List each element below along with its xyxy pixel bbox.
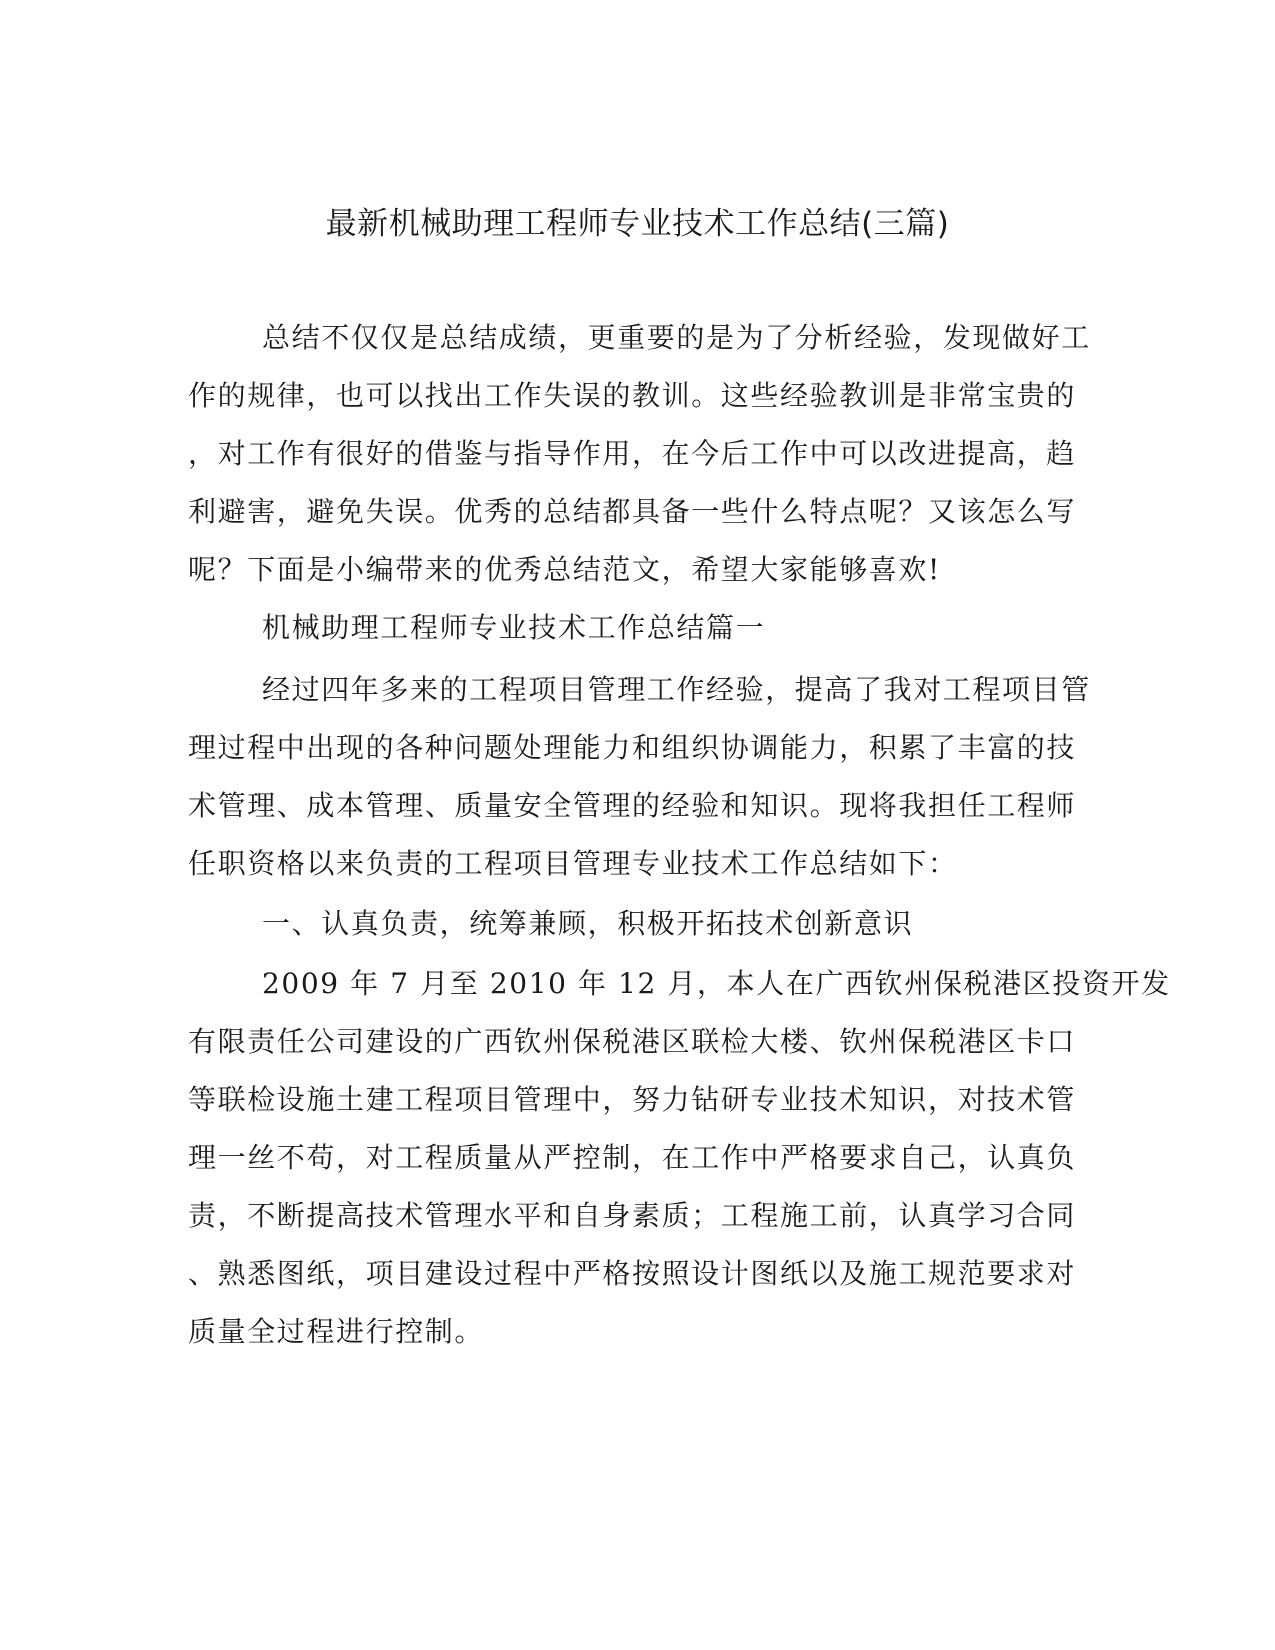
paragraph-line: 总结不仅仅是总结成绩，更重要的是为了分析经验，发现做好工 (262, 321, 1091, 354)
paragraph-line: 经过四年多来的工程项目管理工作经验，提高了我对工程项目管 (262, 673, 1091, 706)
paragraph-line: 2009 年 7 月至 2010 年 12 月，本人在广西钦州保税港区投资开发 (262, 967, 1171, 1000)
section-heading: 一、认真负责，统筹兼顾，积极开拓技术创新意识 (262, 907, 914, 940)
paragraph-line: 等联检设施土建工程项目管理中，努力钻研专业技术知识，对技术管 (188, 1083, 1077, 1116)
paragraph-line: 术管理、成本管理、质量安全管理的经验和知识。现将我担任工程师 (188, 789, 1077, 822)
paragraph-line: 作的规律，也可以找出工作失误的教训。这些经验教训是非常宝贵的 (188, 379, 1077, 412)
paragraph-line: ，对工作有很好的借鉴与指导作用，在今后工作中可以改进提高，趋 (188, 437, 1077, 470)
paragraph-line: 责，不断提高技术管理水平和自身素质；工程施工前，认真学习合同 (188, 1199, 1077, 1232)
paragraph-line: 、熟悉图纸，项目建设过程中严格按照设计图纸以及施工规范要求对 (188, 1257, 1077, 1290)
section-heading: 机械助理工程师专业技术工作总结篇一 (262, 611, 766, 644)
document-title: 最新机械助理工程师专业技术工作总结(三篇) (325, 206, 950, 242)
paragraph-line: 利避害，避免失误。优秀的总结都具备一些什么特点呢？又该怎么写 (188, 495, 1077, 528)
paragraph-line: 理一丝不苟，对工程质量从严控制，在工作中严格要求自己，认真负 (188, 1141, 1077, 1174)
paragraph-line: 有限责任公司建设的广西钦州保税港区联检大楼、钦州保税港区卡口 (188, 1025, 1077, 1058)
paragraph-line: 任职资格以来负责的工程项目管理专业技术工作总结如下： (188, 847, 958, 880)
paragraph-line: 质量全过程进行控制。 (188, 1315, 485, 1348)
paragraph-line: 理过程中出现的各种问题处理能力和组织协调能力，积累了丰富的技 (188, 731, 1077, 764)
paragraph-line: 呢？下面是小编带来的优秀总结范文，希望大家能够喜欢! (188, 553, 941, 586)
